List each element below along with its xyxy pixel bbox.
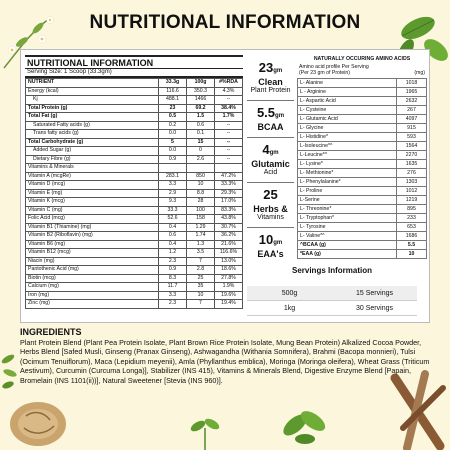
amino-row — [298, 241, 427, 250]
amino-value: 1012 — [397, 187, 427, 196]
amino-name: L- Methionine* — [298, 169, 397, 178]
nutrition-table — [25, 55, 243, 309]
nutrient-row — [26, 96, 243, 105]
highlight-item — [247, 101, 294, 138]
amino-subtitle-2 — [297, 70, 427, 76]
per-100g-value: 1.74 — [187, 232, 215, 241]
amino-value: 2632 — [397, 97, 427, 106]
per-100g-value: 100 — [187, 206, 215, 215]
nutrient-name: Vitamin K (mcg) — [26, 198, 159, 207]
col-per-100g: 100g — [187, 79, 215, 88]
amino-row — [298, 133, 427, 142]
nutrient-row — [26, 130, 243, 139]
amino-name: L-Isoleucine*^ — [298, 142, 397, 151]
per-100g-value: 1466 — [187, 96, 215, 105]
rda-value: -- — [215, 121, 243, 130]
amino-name: L- Lysine* — [298, 160, 397, 169]
highlight-item — [247, 183, 294, 228]
rda-value: 18.6% — [215, 266, 243, 275]
highlight-label: Glutamic — [251, 159, 290, 169]
nutrient-name: Total Carbohydrate (g) — [26, 138, 159, 147]
highlight-value-line — [247, 104, 294, 122]
per-100g-value — [187, 164, 215, 173]
per-serving-value: 116.6 — [159, 87, 187, 96]
nutrient-name: Zinc (mg) — [26, 300, 159, 309]
page-title: NUTRITIONAL INFORMATION — [89, 12, 361, 33]
rda-value: 19.4% — [215, 300, 243, 309]
sprout-icon — [185, 410, 225, 450]
amino-name: L-Leucine*^ — [298, 151, 397, 160]
per-100g-value: 1.3 — [187, 240, 215, 249]
herb-leaves-icon — [275, 395, 335, 450]
rda-value: 1.9% — [215, 283, 243, 292]
per-100g-value: 1.5 — [187, 113, 215, 122]
amino-name: L- Alanine — [298, 79, 397, 88]
rda-value: 21.6% — [215, 240, 243, 249]
per-serving-value: 52.6 — [159, 215, 187, 224]
nutrient-name: Total Fat (g) — [26, 113, 159, 122]
ingredients-text: Plant Protein Blend (Plant Pea Protein Isolate, Plant Brown Rice Protein Isolate, Mung Bean Protein) Alkalized Cocoa Powder, Herbs Blend [Safed Musli, Ginseng (Pranax Ginseng), Ashwagandha (Withania Somnifera), Brahmi (Bacopa monnieri), Tulsi (Ocimum Tenuiflorum), Maca (Lepidium meyenii), Amla (Phyllanthus emblica), Moringa (Moringa oleifera), Wheat Grass (Triticum Aestivum), Curcumin (Curcuma Longa)], Stabilizer (INS 415), Vitamins & Minerals Blend, Digestive Enzyme Blend [Papain, Bromelain (INS 1101(ii))], Natural Sweetener [Stevia (INS 960)]. — [20, 338, 430, 385]
amino-sub1: Amino acid profile Per Serving — [299, 64, 369, 70]
per-serving-value: 0.4 — [159, 240, 187, 249]
per-serving-value: 283.1 — [159, 172, 187, 181]
per-serving-value: 3.3 — [159, 291, 187, 300]
col-per-serving: 33.3g — [159, 79, 187, 88]
per-100g-value: 7 — [187, 257, 215, 266]
nutrient-row — [26, 87, 243, 96]
per-serving-value: 0.9 — [159, 155, 187, 164]
amino-row — [298, 187, 427, 196]
serving-size-value: 500g — [281, 289, 298, 297]
amino-name: L- Phenylalanine* — [298, 178, 397, 187]
nutrient-name: Iron (mg) — [26, 291, 159, 300]
per-100g-value: 25 — [187, 274, 215, 283]
per-100g-value: 10 — [187, 181, 215, 190]
highlight-item — [247, 56, 294, 101]
nutrient-name: Calcium (mg) — [26, 283, 159, 292]
nutrient-row — [26, 223, 243, 232]
highlight-sublabel: Plant Protein — [250, 87, 291, 94]
nutrient-name: Niacin (mg) — [26, 257, 159, 266]
amino-row — [298, 250, 427, 259]
rda-value: 38.4% — [215, 104, 243, 113]
serving-row — [247, 301, 417, 316]
nutrient-row — [26, 274, 243, 283]
nutrient-row — [26, 164, 243, 173]
nutrient-name: Vitamin E (mg) — [26, 189, 159, 198]
rda-value: 30.7% — [215, 223, 243, 232]
nutrient-row — [26, 198, 243, 207]
nutrient-row — [26, 257, 243, 266]
highlight-item — [247, 138, 294, 183]
amino-row — [298, 169, 427, 178]
nutrition-heading: NUTRITIONAL INFORMATION — [25, 55, 243, 69]
amino-value: 1564 — [397, 142, 427, 151]
nutrient-name: Trans fatty acids (g) — [26, 130, 159, 139]
highlight-value: 25 — [263, 187, 278, 202]
rda-value: 36.2% — [215, 232, 243, 241]
per-100g-value: 3.5 — [187, 249, 215, 258]
nutrient-row — [26, 249, 243, 258]
per-serving-value: 0.2 — [159, 121, 187, 130]
nutrient-row — [26, 300, 243, 309]
serving-size-value: 1kg — [283, 304, 296, 312]
amino-name: L- Threonine* — [298, 205, 397, 214]
ingredients-title: INGREDIENTS — [20, 327, 82, 337]
amino-value: 1635 — [397, 160, 427, 169]
nutrient-name: Vitamin B2 (Riboflavin) (mg) — [26, 232, 159, 241]
rda-value: 47.2% — [215, 172, 243, 181]
highlight-unit: gm — [273, 240, 283, 246]
per-100g-value: 0.1 — [187, 130, 215, 139]
per-serving-value: 1.2 — [159, 249, 187, 258]
amino-value: 1303 — [397, 178, 427, 187]
amino-name: *EAA (g) — [298, 250, 397, 259]
amino-value: 593 — [397, 133, 427, 142]
per-serving-value: 2.3 — [159, 300, 187, 309]
rda-value — [215, 164, 243, 173]
highlight-value-line — [247, 59, 294, 77]
rda-value: -- — [215, 138, 243, 147]
per-serving-value: 0.6 — [159, 232, 187, 241]
rda-value: 19.6% — [215, 291, 243, 300]
nutrient-row — [26, 232, 243, 241]
highlight-value-line — [247, 186, 294, 204]
per-serving-value: 0.4 — [159, 223, 187, 232]
amino-value: 5.5 — [397, 241, 427, 250]
per-100g-value: 2.6 — [187, 155, 215, 164]
servings-title: Servings Information — [291, 266, 372, 275]
amino-row — [298, 151, 427, 160]
ginseng-root-icon — [0, 382, 75, 450]
highlight-unit: gm — [275, 113, 285, 119]
rda-value: -- — [215, 155, 243, 164]
rda-value: 13.0% — [215, 257, 243, 266]
serving-size: Serving Size: 1 Scoop (33.3gm) — [25, 69, 243, 78]
amino-value: 233 — [397, 214, 427, 223]
per-serving-value: 488.1 — [159, 96, 187, 105]
amino-row — [298, 106, 427, 115]
per-100g-value: 69.2 — [187, 104, 215, 113]
amino-value: 4097 — [397, 115, 427, 124]
nutrient-row — [26, 155, 243, 164]
per-100g-value: 28 — [187, 198, 215, 207]
nutrient-name: Vitamin A (mcgRe) — [26, 172, 159, 181]
highlight-value: 5.5 — [256, 105, 276, 120]
highlight-label: BCAA — [257, 122, 284, 132]
nutrient-name: Folic Acid (mcg) — [26, 215, 159, 224]
amino-value: 2270 — [397, 151, 427, 160]
amino-name: L-Serine — [298, 196, 397, 205]
amino-acid-table — [297, 56, 427, 259]
nutrient-row — [26, 291, 243, 300]
amino-row — [298, 160, 427, 169]
per-serving-value: 23 — [159, 104, 187, 113]
per-serving-value: 33.3 — [159, 206, 187, 215]
per-serving-value: 0.0 — [159, 147, 187, 156]
nutrient-name: Vitamins & Minerals — [26, 164, 159, 173]
highlight-label: Clean — [258, 77, 283, 87]
ingredients-section — [20, 327, 430, 385]
nutrient-header-row — [26, 79, 243, 88]
rda-value: -- — [215, 130, 243, 139]
amino-value: 1219 — [397, 196, 427, 205]
per-serving-value: 8.3 — [159, 274, 187, 283]
per-100g-value: 0 — [187, 147, 215, 156]
amino-name: L- Glycine — [298, 124, 397, 133]
nutrient-row — [26, 147, 243, 156]
nutrient-name: Vitamin B6 (mg) — [26, 240, 159, 249]
highlight-item — [247, 228, 294, 264]
per-100g-value: 7 — [187, 300, 215, 309]
highlights-column — [247, 56, 294, 264]
amino-row — [298, 79, 427, 88]
per-100g-value: 15 — [187, 138, 215, 147]
amino-row — [298, 115, 427, 124]
highlight-unit: gm — [269, 150, 279, 156]
amino-value: 276 — [397, 169, 427, 178]
rda-value: 43.8% — [215, 215, 243, 224]
per-100g-value: 8.8 — [187, 189, 215, 198]
per-serving-value: 0.9 — [159, 266, 187, 275]
amino-name: L- Tyrosine — [298, 223, 397, 232]
nutrient-row — [26, 104, 243, 113]
rda-value: 116.6% — [215, 249, 243, 258]
amino-row — [298, 142, 427, 151]
nutrient-row — [26, 206, 243, 215]
nutrient-row — [26, 283, 243, 292]
per-serving-value — [159, 164, 187, 173]
per-100g-value: 35 — [187, 283, 215, 292]
col-rda: #%RDA — [215, 79, 243, 88]
per-100g-value: 158 — [187, 215, 215, 224]
highlight-value-line — [247, 141, 294, 159]
amino-name: ^BCAA (g) — [298, 241, 397, 250]
highlight-value: 4 — [262, 142, 270, 157]
amino-value: 895 — [397, 205, 427, 214]
amino-name: L- Glutamic Acid — [298, 115, 397, 124]
highlight-unit: gm — [273, 68, 283, 74]
per-100g-value: 350.3 — [187, 87, 215, 96]
nutrient-name: Total Protein (g) — [26, 104, 159, 113]
nutrient-row — [26, 181, 243, 190]
amino-sub2: (Per 23 gm of Protein) — [299, 70, 351, 76]
amino-row — [298, 196, 427, 205]
amino-name: L- Tryptophan* — [298, 214, 397, 223]
rda-value: 29.3% — [215, 189, 243, 198]
nutrient-row — [26, 113, 243, 122]
highlight-value: 23 — [258, 60, 274, 75]
amino-name: L- Proline — [298, 187, 397, 196]
per-serving-value: 2.9 — [159, 189, 187, 198]
amino-value: 1686 — [397, 232, 427, 241]
nutrient-name: Pantothenic Acid (mg) — [26, 266, 159, 275]
nutrient-name: Vitamin B12 (mcg) — [26, 249, 159, 258]
rda-value: 17.0% — [215, 198, 243, 207]
amino-name: L - Arginine — [298, 88, 397, 97]
nutrient-grid — [25, 78, 243, 309]
nutrient-name: Saturated Fatty acids (g) — [26, 121, 159, 130]
nutrient-row — [26, 189, 243, 198]
rda-value: 1.7% — [215, 113, 243, 122]
amino-row — [298, 223, 427, 232]
rda-value: 4.3% — [215, 87, 243, 96]
per-serving-value: 11.7 — [159, 283, 187, 292]
amino-grid — [297, 78, 427, 259]
per-serving-value: 0.5 — [159, 113, 187, 122]
amino-row — [298, 232, 427, 241]
nutrient-row — [26, 266, 243, 275]
nutrient-name: Vitamin D (mcg) — [26, 181, 159, 190]
serving-count: 15 Servings — [356, 289, 393, 297]
rda-value: 83.3% — [215, 206, 243, 215]
rda-value: 27.8% — [215, 274, 243, 283]
nutrient-name: Energy (kcal) — [26, 87, 159, 96]
nutrient-row — [26, 215, 243, 224]
serving-row — [247, 286, 417, 301]
nutrient-row — [26, 240, 243, 249]
per-serving-value: 3.3 — [159, 181, 187, 190]
amino-title: NATURALLY OCCURING AMINO ACIDS — [313, 56, 411, 62]
amino-row — [298, 88, 427, 97]
per-100g-value: 0.6 — [187, 121, 215, 130]
amino-row — [298, 124, 427, 133]
amino-name: L- Cysteine — [298, 106, 397, 115]
info-panel — [20, 49, 430, 323]
amino-row — [298, 205, 427, 214]
highlight-label: EAA's — [257, 249, 284, 259]
highlight-sublabel: Acid — [263, 169, 278, 176]
highlight-sublabel: Vitamins — [257, 214, 284, 221]
rda-value: 33.3% — [215, 181, 243, 190]
rda-value: -- — [215, 147, 243, 156]
nutrient-name: Vitamin B1 (Thiamine) (mg) — [26, 223, 159, 232]
rda-value: -- — [215, 96, 243, 105]
nutrient-row — [26, 121, 243, 130]
amino-row — [298, 97, 427, 106]
amino-value: 1965 — [397, 88, 427, 97]
nutrient-row — [26, 138, 243, 147]
highlight-value: 10 — [258, 232, 274, 247]
nutrient-row — [26, 172, 243, 181]
amino-value: 10 — [397, 250, 427, 259]
amino-unit: (mg) — [414, 70, 425, 76]
highlight-label: Herbs & — [253, 204, 288, 214]
nutrient-name: Dietary Fibre (g) — [26, 155, 159, 164]
nutrient-name: Kj — [26, 96, 159, 105]
amino-row — [298, 178, 427, 187]
amino-name: L- Aspartic Acid — [298, 97, 397, 106]
amino-value: 267 — [397, 106, 427, 115]
amino-value: 1018 — [397, 79, 427, 88]
serving-count: 30 Servings — [356, 304, 393, 312]
amino-value: 653 — [397, 223, 427, 232]
servings-table — [247, 286, 417, 316]
col-nutrient: NUTRIENT — [26, 79, 159, 88]
per-100g-value: 10 — [187, 291, 215, 300]
highlight-value-line — [247, 231, 294, 249]
amino-value: 915 — [397, 124, 427, 133]
nutrient-name: Biotin (mcg) — [26, 274, 159, 283]
per-100g-value: 1.29 — [187, 223, 215, 232]
per-serving-value: 2.3 — [159, 257, 187, 266]
per-100g-value: 850 — [187, 172, 215, 181]
amino-row — [298, 214, 427, 223]
per-serving-value: 9.3 — [159, 198, 187, 207]
amino-name: L- Valine*^ — [298, 232, 397, 241]
nutrient-name: Added Sugar (g) — [26, 147, 159, 156]
per-serving-value: 5 — [159, 138, 187, 147]
per-100g-value: 2.8 — [187, 266, 215, 275]
amino-name: L- Histidine* — [298, 133, 397, 142]
per-serving-value: 0.0 — [159, 130, 187, 139]
nutrient-name: Vitamin C (mg) — [26, 206, 159, 215]
